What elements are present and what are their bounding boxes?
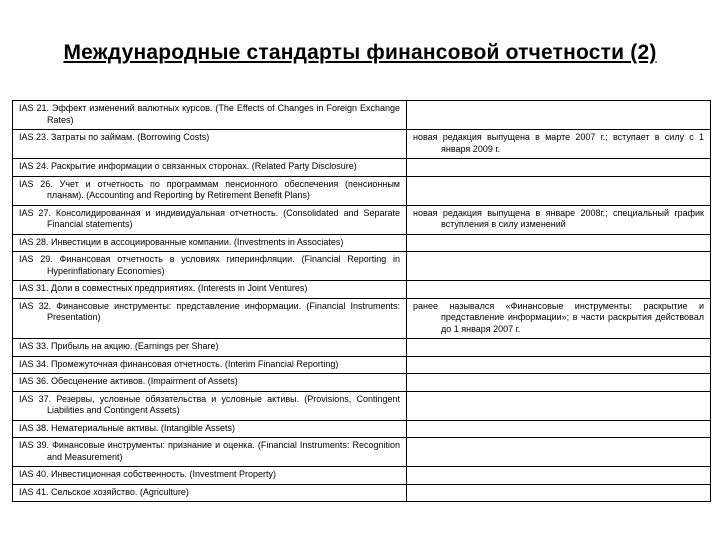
- standard-text: IAS 39. Финансовые инструменты: признание и оценка. (Financial Instruments: Recognition and Measurement): [19, 440, 400, 462]
- note-cell: [407, 252, 711, 281]
- standard-text: IAS 32. Финансовые инструменты: представление информации. (Financial Instruments: Presentation): [19, 300, 400, 322]
- table-row: [13, 130, 711, 159]
- note-cell: [407, 374, 711, 392]
- note-cell: [407, 484, 711, 502]
- standard-text: IAS 26. Учет и отчетность по программам пенсионного обеспечения (пенсионным планам). (Accounting and Reporting by Retirement Benefit Plans): [19, 178, 400, 200]
- note-cell: [407, 391, 711, 420]
- table-row: [13, 438, 711, 467]
- page-title: Международные стандарты финансовой отчетности (2): [63, 41, 657, 64]
- note-cell: [407, 339, 711, 357]
- standard-cell: [13, 467, 407, 485]
- table-row: [13, 467, 711, 485]
- table-row: [13, 252, 711, 281]
- standard-cell: [13, 484, 407, 502]
- standard-cell: [13, 101, 407, 130]
- note-cell: [407, 298, 711, 339]
- table-row: [13, 159, 711, 177]
- note-cell: [407, 420, 711, 438]
- standard-text: IAS 37. Резервы, условные обязательства и условные активы. (Provisions, Contingent Liabilities and Contingent Assets): [19, 393, 400, 415]
- table-row: [13, 356, 711, 374]
- standard-text: IAS 31. Доли в совместных предприятиях. (Interests in Joint Ventures): [19, 283, 308, 293]
- note-cell: [407, 467, 711, 485]
- table-row: [13, 101, 711, 130]
- note-cell: [407, 176, 711, 205]
- table-row: [13, 298, 711, 339]
- standard-cell: [13, 420, 407, 438]
- standard-text: IAS 23. Затраты по займам. (Borrowing Costs): [19, 132, 210, 142]
- note-cell: [407, 130, 711, 159]
- standard-text: IAS 40. Инвестиционная собственность. (Investment Property): [19, 469, 277, 479]
- note-cell: [407, 159, 711, 177]
- standard-cell: [13, 176, 407, 205]
- table-row: [13, 420, 711, 438]
- note-text: новая редакция выпущена в январе 2008г.; специальный график вступления в силу изменений: [413, 207, 704, 229]
- note-text: ранее назывался «Финансовые инструменты: раскрытие и представление информации»; в части раскрытия действовал до 1 января 2007 г.: [413, 300, 704, 334]
- note-cell: [407, 234, 711, 252]
- standard-cell: [13, 252, 407, 281]
- standard-cell: [13, 281, 407, 299]
- table-row: [13, 281, 711, 299]
- note-cell: [407, 205, 711, 234]
- table-row: [13, 234, 711, 252]
- standards-table: [12, 100, 711, 502]
- standard-cell: [13, 234, 407, 252]
- standard-cell: [13, 438, 407, 467]
- standard-cell: [13, 374, 407, 392]
- note-cell: [407, 101, 711, 130]
- table-row: [13, 205, 711, 234]
- standard-text: IAS 34. Промежуточная финансовая отчетность. (Interim Financial Reporting): [19, 358, 339, 369]
- standard-text: IAS 24. Раскрытие информации о связанных сторонах. (Related Party Disclosure): [19, 161, 357, 171]
- standard-text: IAS 29. Финансовая отчетность в условиях гиперинфляции. (Financial Reporting in Hyperinflationary Economies): [19, 254, 400, 276]
- note-text: новая редакция выпущена в марте 2007 г.; вступает в силу с 1 января 2009 г.: [413, 132, 704, 154]
- note-cell: [407, 281, 711, 299]
- table-row: [13, 391, 711, 420]
- table-row: [13, 176, 711, 205]
- standard-cell: [13, 130, 407, 159]
- standard-text: IAS 27. Консолидированная и индивидуальная отчетность. (Consolidated and Separate Financial statements): [19, 207, 400, 229]
- standard-text: IAS 33. Прибыль на акцию. (Earnings per Share): [19, 341, 219, 351]
- standard-text: IAS 41. Сельское хозяйство. (Agriculture): [19, 486, 189, 497]
- standard-cell: [13, 298, 407, 339]
- standard-cell: [13, 356, 407, 374]
- table-row: [13, 339, 711, 357]
- standard-text: IAS 38. Нематериальные активы. (Intangible Assets): [19, 422, 235, 433]
- standard-cell: [13, 205, 407, 234]
- note-cell: [407, 356, 711, 374]
- standard-cell: [13, 339, 407, 357]
- note-cell: [407, 438, 711, 467]
- standard-cell: [13, 391, 407, 420]
- table-row: [13, 374, 711, 392]
- standard-cell: [13, 159, 407, 177]
- standard-text: IAS 36. Обесценение активов. (Impairment of Assets): [19, 376, 238, 386]
- table-row: [13, 484, 711, 502]
- standard-text: IAS 21. Эффект изменений валютных курсов. (The Effects of Changes in Foreign Exchange Rates): [19, 103, 400, 125]
- standard-text: IAS 28. Инвестиции в ассоциированные компании. (Investments in Associates): [19, 236, 344, 247]
